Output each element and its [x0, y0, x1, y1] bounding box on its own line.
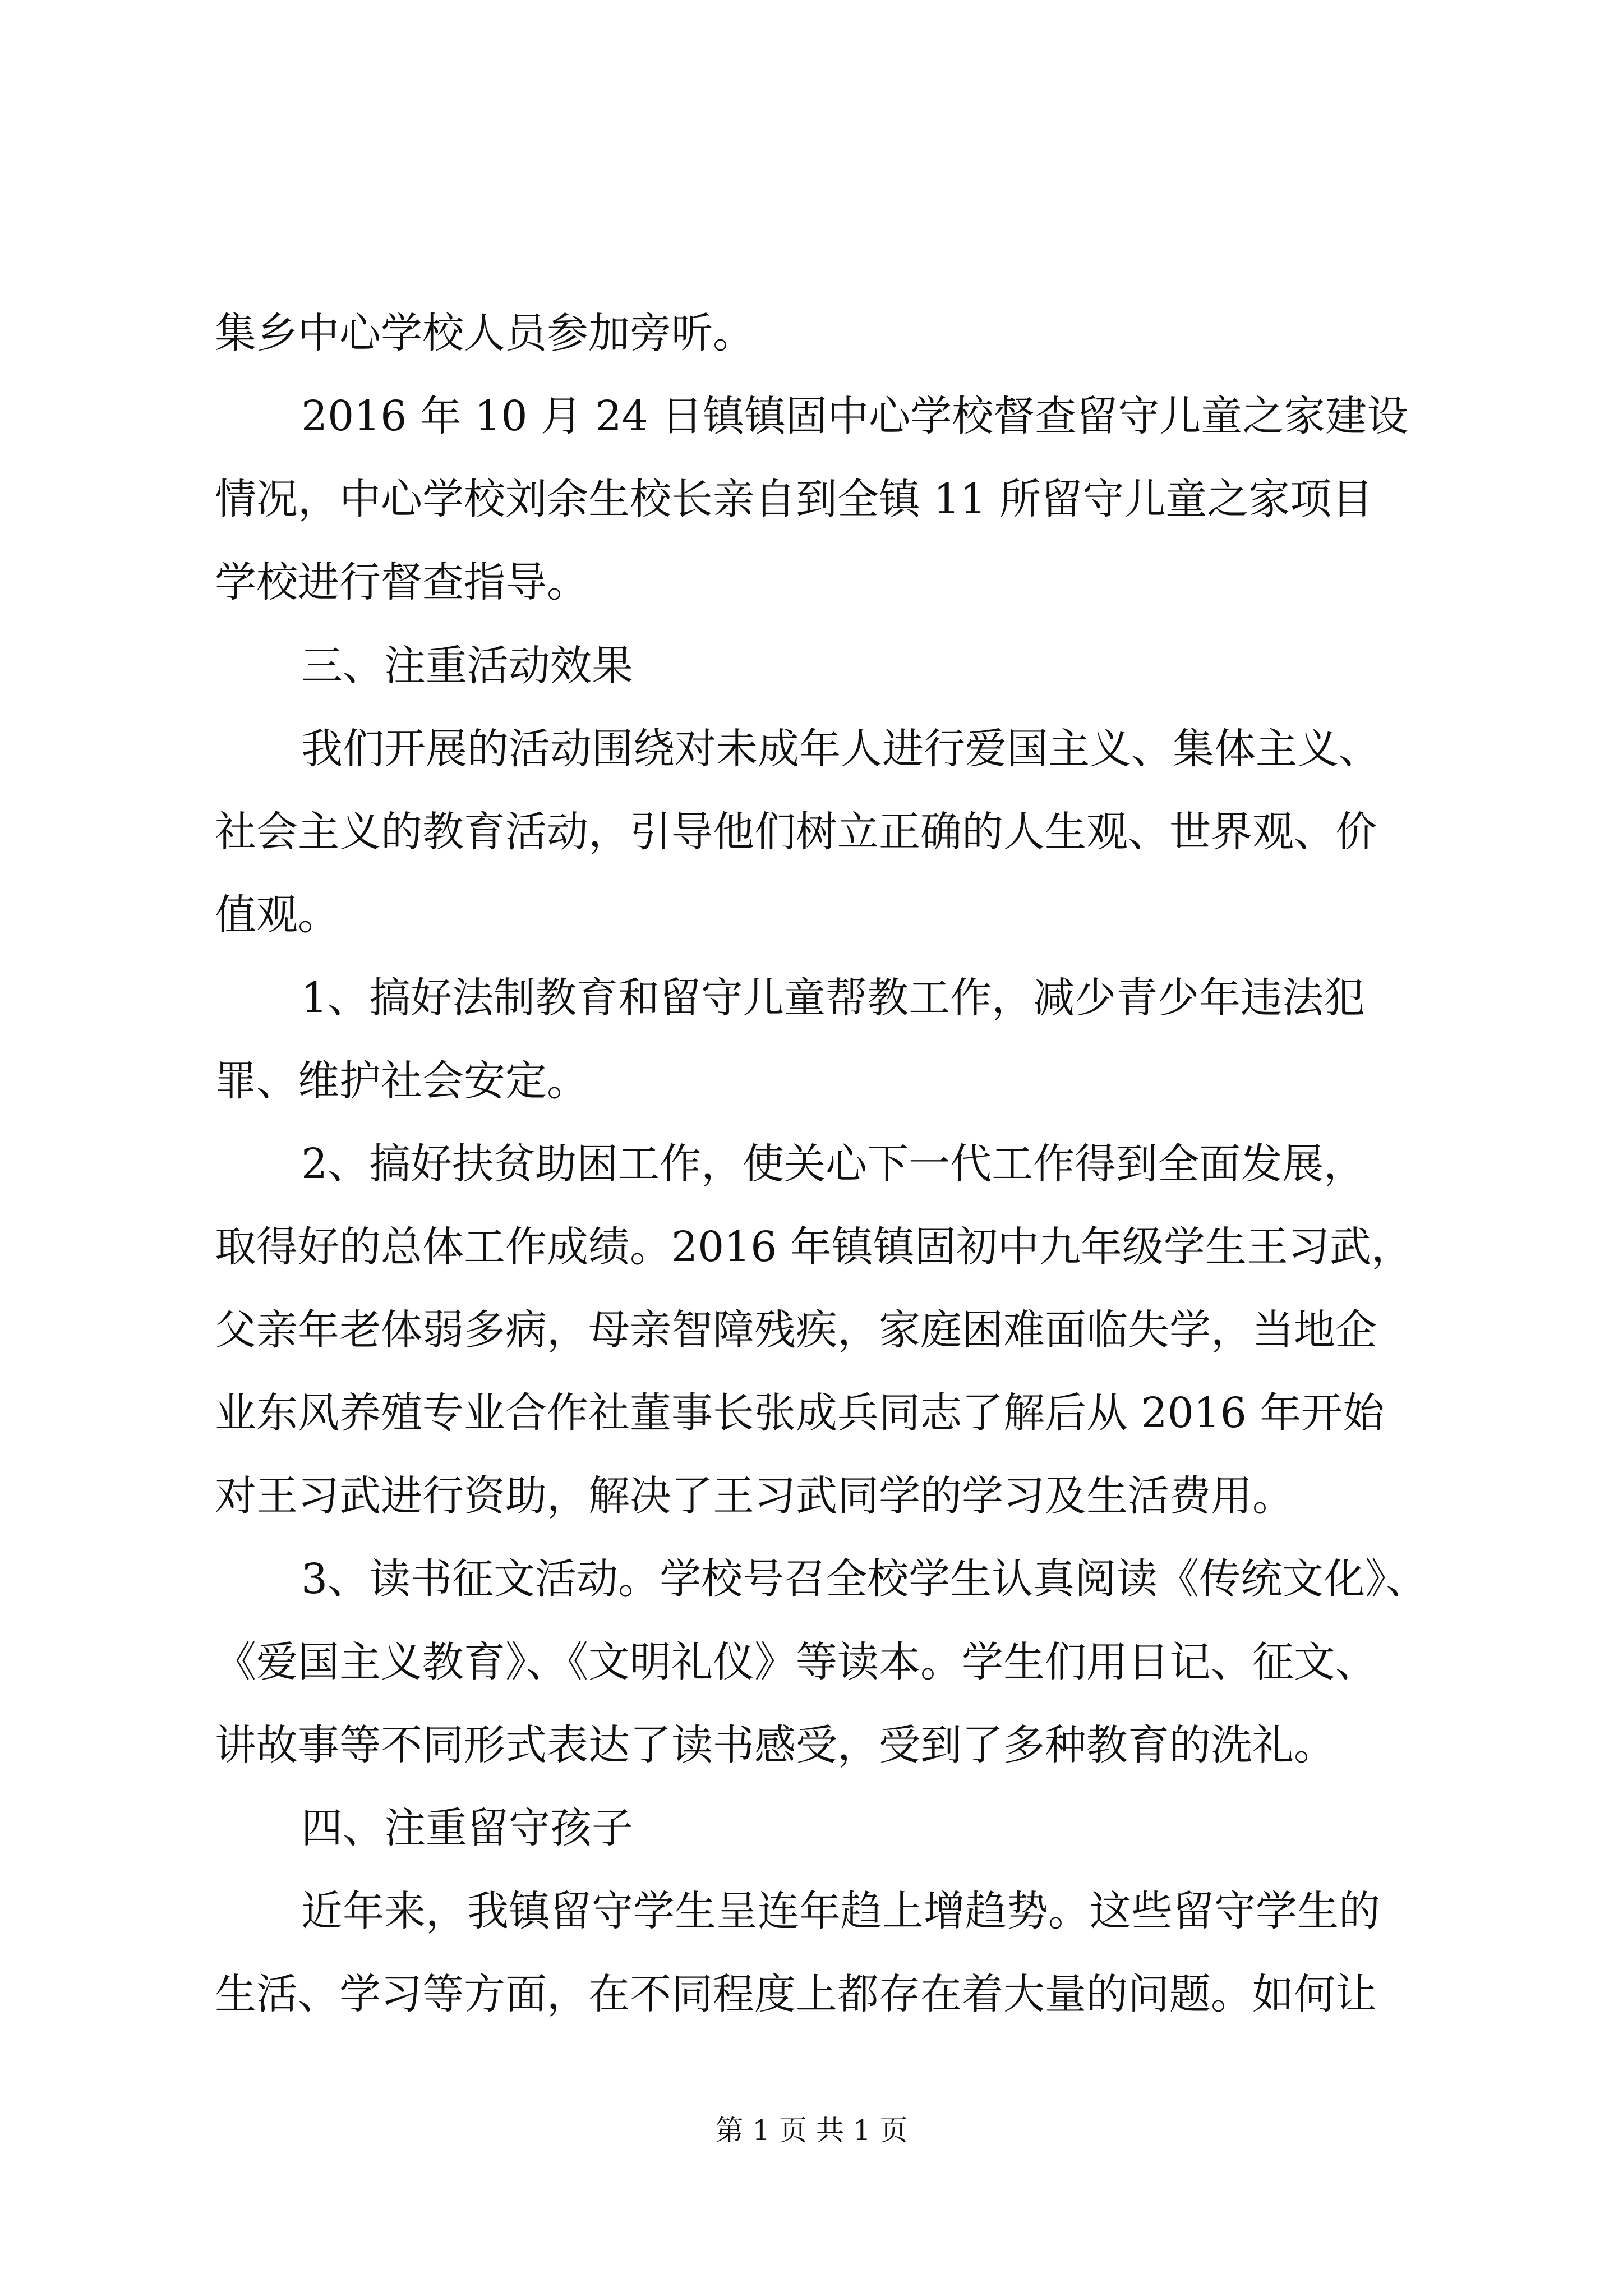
text-line: 《爱国主义教育》、《文明礼仪》等读本。学生们用日记、征文、	[215, 1638, 1377, 1686]
text-line: 取得好的总体工作成绩。2016 年镇镇固初中九年级学生王习武，	[215, 1223, 1413, 1271]
section-heading: 四、注重留守孩子	[301, 1804, 633, 1852]
page-footer: 第 1 页 共 1 页	[715, 2114, 908, 2147]
text-line: 业东风养殖专业合作社董事长张成兵同志了解后从 2016 年开始	[215, 1389, 1385, 1437]
text-line: 讲故事等不同形式表达了读书感受，受到了多种教育的洗礼。	[215, 1721, 1335, 1769]
section-heading: 三、注重活动效果	[301, 642, 633, 690]
text-line: 罪、维护社会安定。	[215, 1057, 588, 1105]
text-line: 2、搞好扶贫助困工作，使关心下一代工作得到全面发展，	[301, 1140, 1366, 1188]
text-line: 对王习武进行资助，解决了王习武同学的学习及生活费用。	[215, 1472, 1294, 1520]
text-line: 父亲年老体弱多病，母亲智障残疾，家庭困难面临失学，当地企	[215, 1306, 1377, 1354]
text-line: 情况，中心学校刘余生校长亲自到全镇 11 所留守儿童之家项目	[215, 475, 1373, 523]
text-line: 生活、学习等方面，在不同程度上都存在着大量的问题。如何让	[215, 1970, 1377, 2018]
text-line: 学校进行督查指导。	[215, 558, 588, 606]
text-line: 1、搞好法制教育和留守儿童帮教工作，减少青少年违法犯	[301, 974, 1366, 1022]
text-line: 近年来，我镇留守学生呈连年趋上增趋势。这些留守学生的	[301, 1887, 1380, 1935]
text-line: 我们开展的活动围绕对未成年人进行爱国主义、集体主义、	[301, 725, 1380, 773]
text-line: 3、读书征文活动。学校号召全校学生认真阅读《传统文化》、	[301, 1555, 1428, 1603]
text-line: 值观。	[215, 891, 339, 939]
text-line: 2016 年 10 月 24 日镇镇固中心学校督查留守儿童之家建设	[301, 392, 1409, 440]
text-line: 集乡中心学校人员参加旁听。	[215, 309, 754, 357]
text-line: 社会主义的教育活动，引导他们树立正确的人生观、世界观、价	[215, 808, 1377, 856]
